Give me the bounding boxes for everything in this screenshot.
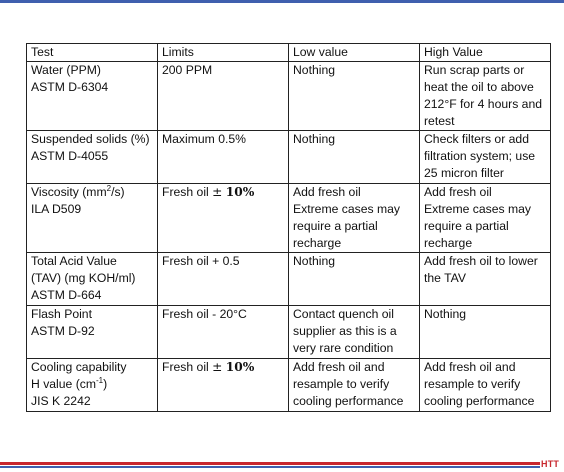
test-standard: ILA D509 — [31, 202, 82, 216]
test-name: Suspended solids (%) — [31, 132, 150, 146]
cell-high-value: Add fresh oil Extreme cases may require a partial recharge — [420, 184, 551, 253]
table-row-water — [27, 62, 551, 131]
cell-limits: Fresh oil - 20°C — [158, 306, 289, 359]
cell-high-value: Nothing — [420, 306, 551, 359]
table-row-flash-point — [27, 306, 551, 359]
cell-low-value: Contact quench oil supplier as this is a very rare condition — [289, 306, 420, 359]
htt-logo: HTT — [541, 459, 560, 469]
table-row-cooling-capability — [27, 359, 551, 412]
footer-red-bar — [0, 462, 540, 465]
cell-limits: Fresh oil ± 10% — [158, 184, 289, 253]
cell-high-value: Add fresh oil to lower the TAV — [420, 253, 551, 306]
table-row-suspended-solids — [27, 131, 551, 184]
cell-test — [27, 359, 158, 412]
cell-limits: Maximum 0.5% — [158, 131, 289, 184]
cell-test — [27, 62, 158, 131]
test-standard: ASTM D-92 — [31, 324, 95, 338]
test-name: Cooling capability — [31, 360, 127, 374]
header-low-value: Low value — [289, 44, 420, 62]
cell-high-value: Check filters or add filtration system; use 25 micron filter — [420, 131, 551, 184]
cell-low-value: Nothing — [289, 62, 420, 131]
test-unit: H value $(cm^{-1})$ — [31, 375, 108, 391]
cell-high-value: Add fresh oil and resample to verify cooling performance — [420, 359, 551, 412]
oil-test-table — [26, 43, 551, 412]
table-header-row — [27, 44, 551, 62]
cell-test — [27, 306, 158, 359]
cell-limits: Fresh oil ± 10% — [158, 359, 289, 412]
cell-low-value: Nothing — [289, 253, 420, 306]
test-name: Viscosity $(mm^2/s)$ — [31, 183, 125, 199]
cell-limits: Fresh oil + 0.5 — [158, 253, 289, 306]
header-limits: Limits — [158, 44, 289, 62]
top-accent-bar — [0, 0, 564, 3]
test-name: Flash Point — [31, 307, 92, 321]
footer-blue-bar — [0, 466, 540, 468]
cell-low-value: Add fresh oil and resample to verify cooling performance — [289, 359, 420, 412]
cell-test — [27, 253, 158, 306]
test-name: Total Acid Value — [31, 254, 117, 268]
test-standard: JIS K 2242 — [31, 394, 91, 408]
cell-test — [27, 184, 158, 253]
cell-high-value: Run scrap parts or heat the oil to above 212°F for 4 hours and retest — [420, 62, 551, 131]
cell-low-value: Nothing — [289, 131, 420, 184]
test-standard: ASTM D-664 — [31, 288, 102, 302]
test-unit: (TAV) (mg KOH/ml) — [31, 271, 136, 285]
table-row-viscosity — [27, 184, 551, 253]
header-test: Test — [27, 44, 158, 62]
header-high-value: High Value — [420, 44, 551, 62]
cell-limits: 200 PPM — [158, 62, 289, 131]
test-standard: ASTM D-4055 — [31, 149, 109, 163]
cell-low-value: Add fresh oil Extreme cases may require a partial recharge — [289, 184, 420, 253]
test-standard: ASTM D-6304 — [31, 80, 109, 94]
test-name: Water (PPM) — [31, 63, 101, 77]
cell-test — [27, 131, 158, 184]
table-row-tav — [27, 253, 551, 306]
